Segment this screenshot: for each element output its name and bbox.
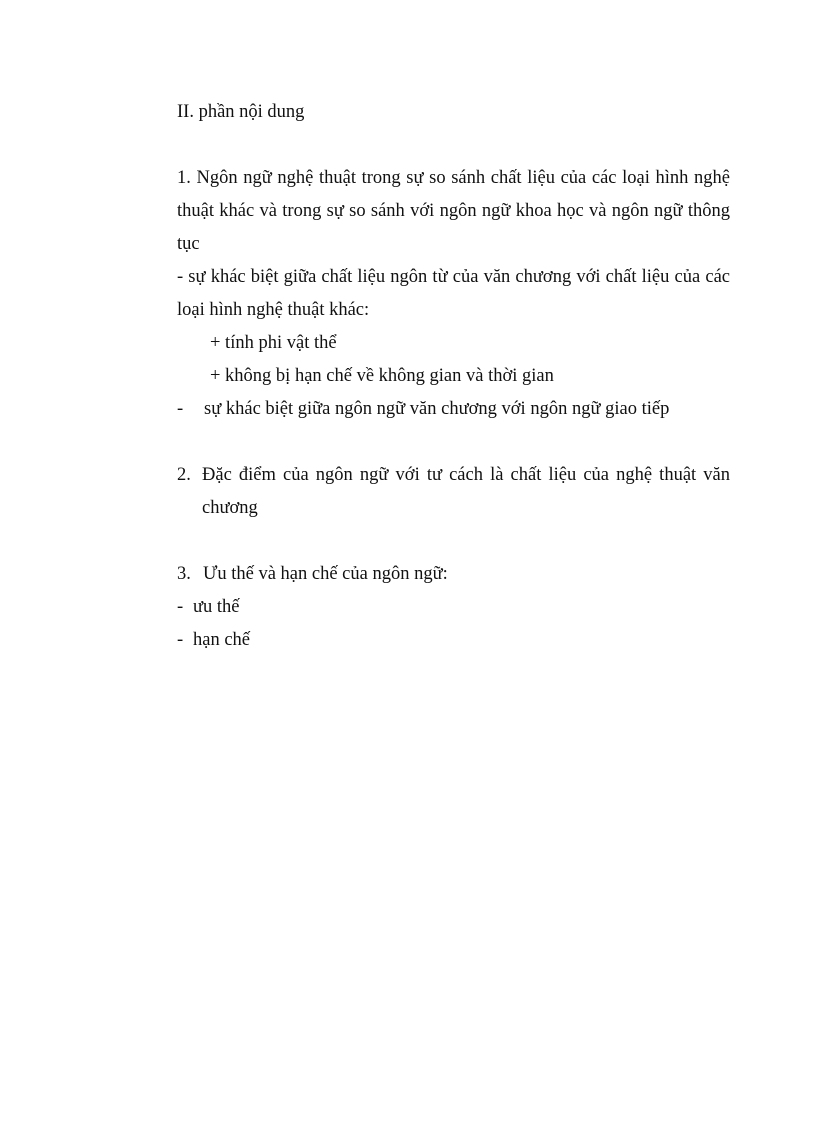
item-3	[177, 558, 730, 591]
bullet-marker: -	[177, 630, 184, 650]
item-3-title: Ưu thế và hạn chế của ngôn ngữ:	[203, 564, 448, 584]
item-3-bullet-1	[177, 591, 730, 624]
item-1-bullet-a: - sự khác biệt giữa chất liệu ngôn từ của văn chương với chất liệu của các loại hình nghệ thuật khác:	[177, 267, 730, 320]
item-3-bullet-2	[177, 624, 730, 657]
spacer	[177, 426, 730, 459]
spacer	[177, 525, 730, 558]
spacer	[177, 129, 730, 162]
item-1-title: 1. Ngôn ngữ nghệ thuật trong sự so sánh chất liệu của các loại hình nghệ thuật khác và trong sự so sánh với ngôn ngữ khoa học và ngôn ngữ thông tục	[177, 168, 730, 254]
bullet-marker: -	[177, 597, 184, 617]
item-1-bullet-b	[177, 393, 730, 426]
item-2-title: Đặc điểm của ngôn ngữ với tư cách là chất liệu của nghệ thuật văn chương	[202, 465, 730, 518]
bullet-text: hạn chế	[193, 630, 251, 650]
sub-point-1: + tính phi vật thể	[210, 333, 337, 353]
item-3-marker: 3.	[177, 564, 191, 584]
item-2	[177, 459, 730, 525]
bullet-marker: -	[177, 399, 184, 419]
document-body	[177, 96, 730, 657]
section-heading: II. phần nội dung	[177, 102, 305, 122]
bullet-text: sự khác biệt giữa ngôn ngữ văn chương với ngôn ngữ giao tiếp	[204, 399, 670, 419]
sub-point-2: + không bị hạn chế về không gian và thời gian	[210, 366, 554, 386]
bullet-text: ưu thế	[193, 597, 240, 617]
item-2-marker: 2.	[177, 465, 191, 485]
